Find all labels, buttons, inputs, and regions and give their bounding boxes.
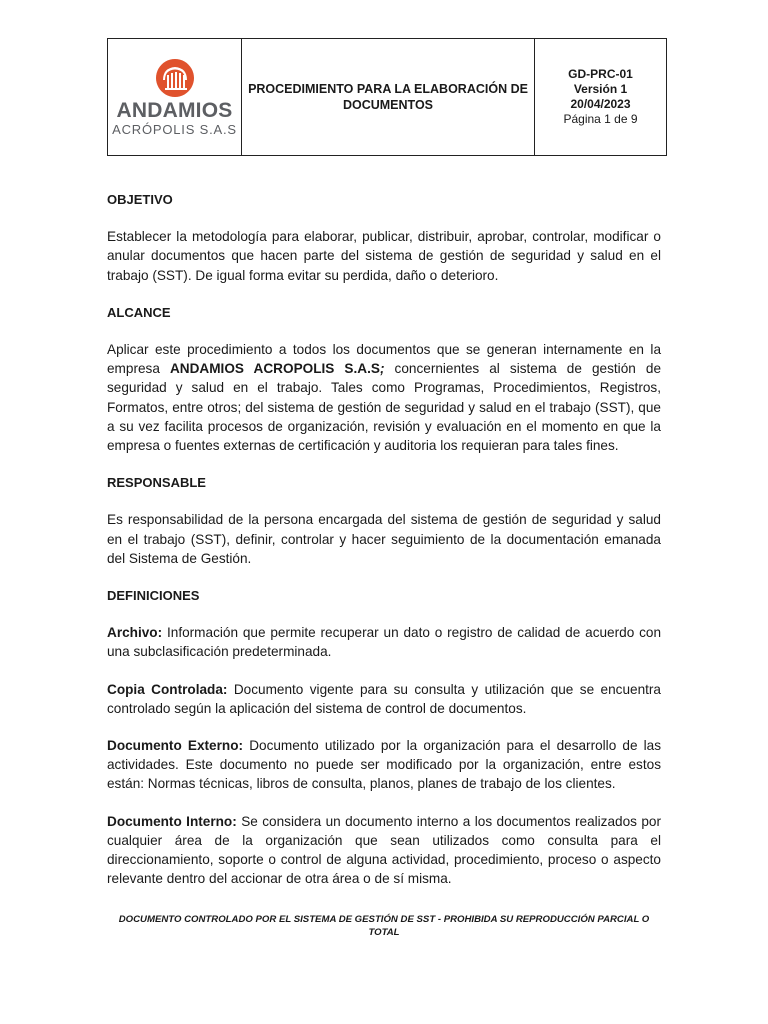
definition-text: Información que permite recuperar un dato o registro de calidad de acuerdo con una subclasificación predeterminada. [107, 625, 662, 660]
section-heading-alcance: ALCANCE [107, 304, 171, 320]
definition-term: Archivo: [107, 625, 163, 641]
definition-text: Documento utilizado por la organización para el desarrollo de las actividades. Este documento no puede ser modificado por la organización, entre estos están: Normas técnicas, libros de consulta, planos, planes de trabajo de los clientes. [107, 738, 662, 792]
logo-company-name: ANDAMIOS [116, 98, 233, 122]
responsable-text: Es responsabilidad de la persona encargada del sistema de gestión de seguridad y salud en el trabajo (SST), definir, controlar y hacer seguimiento de la documentación emanada del Sistema de Gestión. [107, 512, 661, 566]
definition-term: Documento Interno: [107, 813, 237, 829]
logo-cell [108, 39, 242, 155]
document-header [107, 38, 667, 156]
section-heading-objetivo: OBJETIVO [107, 192, 173, 207]
document-date: 20/04/2023 [570, 97, 631, 111]
document-body [107, 190, 661, 888]
definition-term: Documento Externo: [107, 738, 244, 754]
andamios-logo-icon [155, 58, 195, 98]
document-title: PROCEDIMIENTO PARA LA ELABORACIÓN DE DOCUMENTOS [242, 39, 535, 155]
document-footer: DOCUMENTO CONTROLADO POR EL SISTEMA DE GESTIÓN DE SST - PROHIBIDA SU REPRODUCCIÓN PARCIAL O TOTAL [118, 914, 650, 938]
definition-item [107, 680, 661, 718]
alcance-text-after: concernientes al sistema de gestión de seguridad y salud en el trabajo. Tales como Programas, Procedimientos, Registros, Formatos, entre otros; del sistema de gestión de seguridad y salud en el trabajo (SST), que a su vez facilita procesos de organización, revisión y evaluación en el momento en que la empresa o fuentes externas de certificación y auditoria los requieran para tales fines. [107, 361, 662, 454]
alcance-text-before: Aplicar este procedimiento a todos los documentos que se generan internamente en la empresa [107, 342, 661, 377]
definition-item [107, 623, 661, 661]
semicolon: ; [379, 361, 385, 377]
definition-item [107, 812, 661, 889]
section-heading-responsable: RESPONSABLE [107, 475, 206, 491]
objetivo-text: Establecer la metodología para elaborar, publicar, distribuir, aprobar, controlar, modificar o anular documentos que hacen parte del sistema de gestión de seguridad y salud en el trabajo (SST). De igual forma evitar su perdida, daño o deterioro. [107, 229, 661, 283]
logo-company-subtitle: ACRÓPOLIS S.A.S [112, 121, 237, 137]
definition-term: Copia Controlada: [107, 681, 228, 697]
definition-item [107, 736, 661, 794]
alcance-text [107, 340, 661, 455]
document-version: Versión 1 [573, 82, 628, 96]
document-code: GD-PRC-01 [568, 67, 633, 81]
document-meta [535, 39, 666, 155]
definition-text: Documento vigente para su consulta y utilización que se encuentra controlado según la aplicación del sistema de control de documentos. [107, 681, 661, 716]
definition-text: Se considera un documento interno a los documentos realizados por cualquier área de la organización que sean utilizados como consulta para el direccionamiento, soporte o control de alguna actividad, procedimiento, proceso o aspecto relevante dentro del accionar de otra área o de sí misma. [107, 813, 662, 887]
page-number: Página 1 de 9 [563, 112, 638, 126]
section-heading-definiciones: DEFINICIONES [107, 588, 200, 604]
company-name: ANDAMIOS ACROPOLIS S.A.S [169, 361, 380, 377]
